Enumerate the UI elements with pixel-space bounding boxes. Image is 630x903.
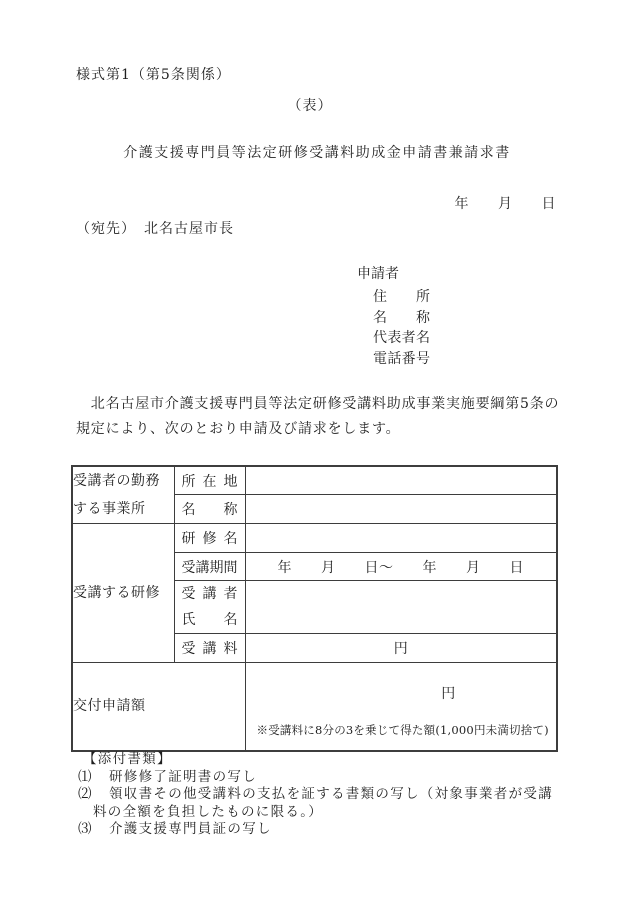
body-paragraph-line-2: 規定により、次のとおり申請及び請求をします。 <box>76 421 401 437</box>
workplace-group-label-cell <box>72 466 174 524</box>
addressee-line: （宛先） 北名古屋市長 <box>76 221 234 237</box>
table-row <box>72 663 557 751</box>
office-name-label-cell <box>174 495 245 524</box>
attachment-item-2 <box>78 786 553 804</box>
applicant-fields <box>373 287 430 369</box>
training-group-label: 受講する研修 <box>73 585 160 601</box>
attachment-item-1 <box>78 769 553 787</box>
trainee-name-label-cell <box>174 581 245 634</box>
trainee-label-line-2: 氏 名 <box>181 612 238 628</box>
attachment-item-2-text: 領収書その他受講料の支払を証する書類の写し（対象事業者が受講 <box>109 786 553 803</box>
front-side-label: （表） <box>287 98 333 114</box>
fee-label: 受 講 料 <box>181 641 238 657</box>
attachment-item-1-number: ⑴ <box>78 768 92 785</box>
workplace-group-label-line-1: 受講者の勤務 <box>73 473 160 489</box>
training-name-label: 研 修 名 <box>181 531 238 547</box>
training-period-label-cell <box>174 553 245 581</box>
location-label-cell <box>174 466 245 495</box>
training-name-label-cell <box>174 524 245 553</box>
training-group-label-cell <box>72 524 174 663</box>
body-paragraph-line-1: 北名古屋市介護支援専門員等法定研修受講料助成事業実施要綱第5条の <box>76 396 560 412</box>
attachments-heading: 【添付書類】 <box>83 751 172 767</box>
office-name-value-cell <box>245 495 557 524</box>
location-value-cell <box>245 466 557 495</box>
fee-value-cell: 円 <box>245 634 557 663</box>
training-name-value-cell <box>245 524 557 553</box>
grant-yen-unit: 円 <box>441 686 456 703</box>
attachment-item-3-number: ⑶ <box>78 821 92 838</box>
table-row <box>72 524 557 553</box>
grant-amount-label: 交付申請額 <box>73 698 146 715</box>
fee-label-cell <box>174 634 245 663</box>
applicant-field-name: 名 称 <box>373 309 430 326</box>
date-line: 年 月 日 <box>454 196 556 212</box>
attachment-item-3-text: 介護支援専門員証の写し <box>109 821 272 838</box>
attachment-item-2-continuation: 料の全額を負担したものに限る。） <box>93 803 324 820</box>
attachments-block <box>78 751 553 839</box>
applicant-heading: 申請者 <box>357 266 399 282</box>
applicant-field-phone: 電 話 番 号 <box>373 350 430 367</box>
table-row <box>72 466 557 495</box>
workplace-group-label-line-2: する事業所 <box>73 501 146 517</box>
attachment-item-3 <box>78 821 553 839</box>
applicant-block <box>357 266 430 369</box>
attachment-item-2-number: ⑵ <box>78 786 92 803</box>
document-title: 介護支援専門員等法定研修受講料助成金申請書兼請求書 <box>123 145 511 161</box>
application-table <box>71 465 558 752</box>
grant-amount-value-cell <box>245 663 557 751</box>
grant-amount-label-cell <box>72 663 245 751</box>
body-paragraph <box>76 392 558 442</box>
attachment-item-1-text: 研修修了証明書の写し <box>109 768 257 785</box>
location-label: 所 在 地 <box>181 473 238 490</box>
form-number: 様式第1（第5条関係） <box>76 67 231 83</box>
office-name-label: 名 称 <box>181 502 238 519</box>
applicant-field-representative: 代 表 者 名 <box>373 330 430 346</box>
trainee-label-line-1: 受 講 者 <box>181 586 238 602</box>
grant-calculation-note: ※受講料に8分の3を乗じて得た額(1,000円未満切捨て) <box>256 723 549 738</box>
training-period-label: 受 講 期 間 <box>181 559 238 576</box>
training-period-value-cell: 年 月 日～ 年 月 日 <box>245 553 557 581</box>
trainee-name-value-cell <box>245 581 557 634</box>
applicant-field-address: 住 所 <box>373 289 430 305</box>
